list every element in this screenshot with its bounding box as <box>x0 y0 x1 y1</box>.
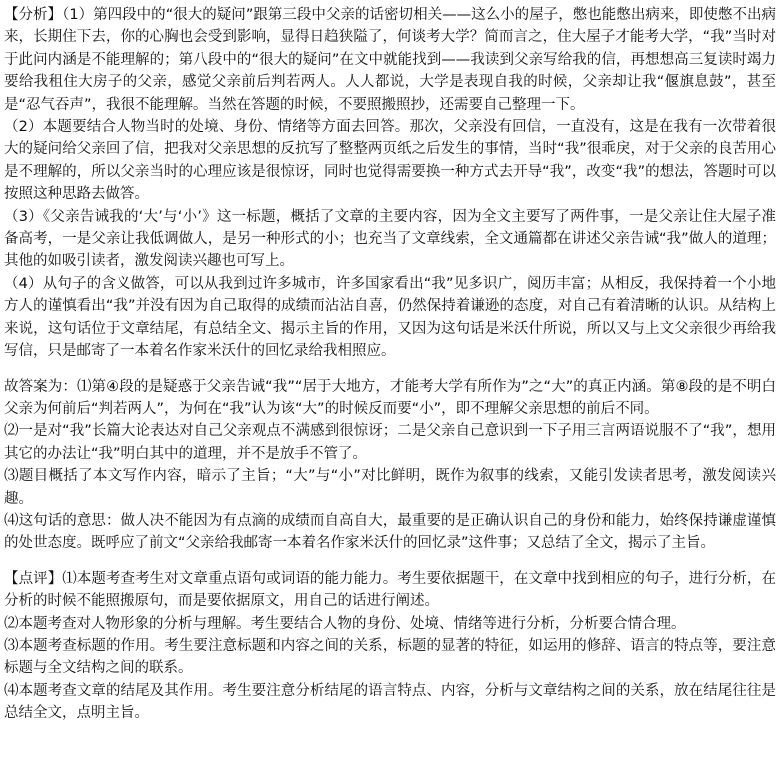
analysis-paragraph-3: （3）《父亲告诫我的‘大’与‘小’》这一标题，概括了文章的主要内容，因为全文主要写了两件事，一是父亲让住大屋子准备高考，一是父亲让我低调做人，是另一种形式的小；也充当了文章线索，全文通篇都在讲述父亲告诫“我”做人的道理；其他的如吸引读者，激发阅读兴趣也可写上。 <box>4 208 776 270</box>
answer-paragraph-4: ⑷这句话的意思：做人决不能因为有点滴的成绩而自高自大，最重要的是正确认识自己的身份和能力，始终保持谦虚谨慎的处世态度。既呼应了前文“父亲给我邮寄一本着名作家米沃什的回忆录”这件事；又总结了全文，揭示了主旨。 <box>4 512 776 552</box>
answer-paragraph-1: 故答案为：⑴第④段的是疑惑于父亲告诫“我”“居于大地方，才能考大学有所作为”之“大”的真正内涵。第⑧段的是不明白父亲为何前后“判若两人”，为何在“我”认为该“大”的时候反而要“小”，即不理解父亲思想的前后不同。 <box>4 378 776 417</box>
analysis-paragraph-1: 【分析】（1）第四段中的“很大的疑问”跟第三段中父亲的话密切相关——这么小的屋子，憋也能憋出病来，即使憋不出病来，长期住下去，你的心胸也会受到影响，显得日趋狭隘了，何谈考大学？简而言之，住大屋子才能考大学，“我”当时对于此问内涵是不能理解的；第八段中的“很大的疑问”在文中就能找到——我读到父亲写给我的信，再想想高三复读时竭力要给我租住大房子的父亲，感觉父亲前后判若两人。人人都说，大学是表现自我的时候，父亲却让我“偃旗息鼓”，甚至是“忍气吞声”，我很不能理解。当然在答题的时候，不要照搬照抄，还需要自己整理一下。 <box>4 7 776 113</box>
comment-paragraph-4: ⑷本题考查文章的结尾及其作用。考生要注意分析结尾的语言特点、内容，分析与文章结构之间的关系，放在结尾往往是总结全文，点明主旨。 <box>4 682 776 722</box>
comment-section <box>4 568 776 725</box>
analysis-section <box>4 4 776 363</box>
comment-paragraph-2: ⑵本题考查对人物形象的分析与理解。考生要结合人物的身份、处境、情绪等进行分析，分析要合情合理。 <box>4 615 686 632</box>
analysis-paragraph-2: （2）本题要结合人物当时的处境、身份、情绪等方面去回答。那次，父亲没有回信，一直没有，这是在我有一次带着很大的疑问给父亲回了信，把我对父亲思想的反抗写了整整两页纸之后发生的事情，当时“我”很乖戾，对于父亲的良苦用心是不理解的，所以父亲当时的心理应该是很惊讶，同时也觉得需要换一种方式去开导“我”，改变“我”的想法，答题时可以按照这种思路去做答。 <box>4 119 776 203</box>
analysis-paragraph-4: （4）从句子的含义做答，可以从我到过许多城市，许多国家看出“我”见多识广，阅历丰富；从相反，我保持着一个小地方人的谨慎看出“我”并没有因为自己取得的成绩而沾沾自喜，仍然保持着谦逊的态度，对自己有着清晰的认识。从结构上来说，这句话位于文章结尾，有总结全文、揭示主旨的作用，又因为这句话是米沃什所说，所以又与上文父亲很少再给我写信，只是邮寄了一本着名作家米沃什的回忆录给我相照应。 <box>4 275 776 360</box>
comment-paragraph-1: 【点评】⑴本题考查考生对文章重点语句或词语的能力能力。考生要依据题干，在文章中找到相应的句子，进行分析，在分析的时候不能照搬原句，而是要依据原文，用自己的话进行阐述。 <box>4 570 776 610</box>
comment-paragraph-3: ⑶本题考查标题的作用。考生要注意标题和内容之间的关系，标题的显著的特征，如运用的修辞、语言的特点等，要注意标题与全文结构之间的联系。 <box>4 637 776 677</box>
answer-paragraph-2: ⑵一是对“我”长篇大论表达对自己父亲观点不满感到很惊讶；二是父亲自己意识到一下子用三言两语说服不了“我”，想用其它的办法让“我”明白其中的道理，并不是放手不管了。 <box>4 423 776 462</box>
answer-paragraph-3: ⑶题目概括了本文写作内容，暗示了主旨；“大”与“小”对比鲜明，既作为叙事的线索，又能引发读者思考，激发阅读兴趣。 <box>4 468 776 507</box>
answer-section <box>4 376 776 555</box>
